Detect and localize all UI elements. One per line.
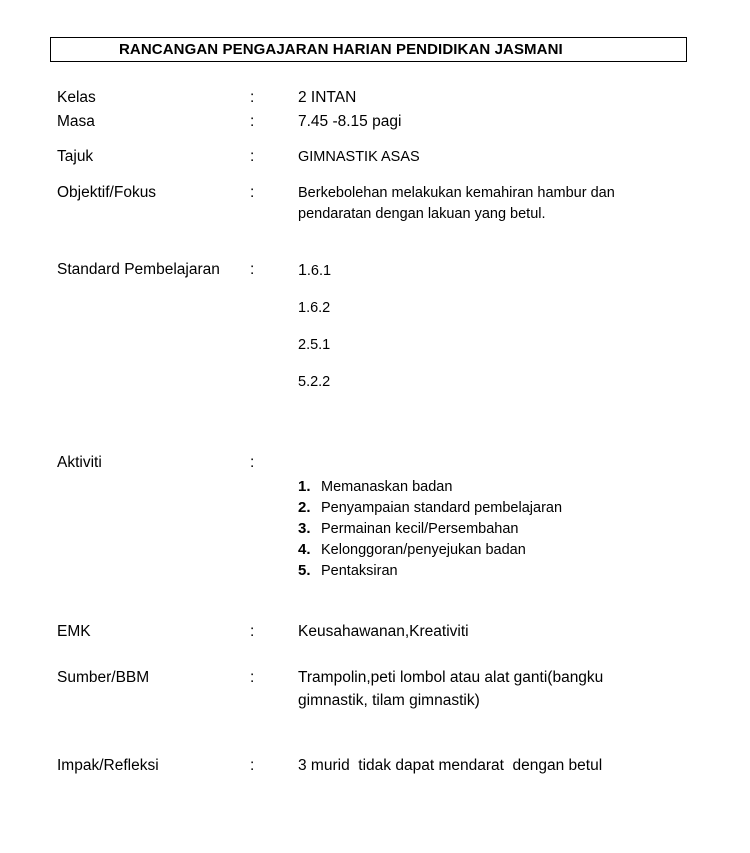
list-item-number: 2. <box>298 499 311 516</box>
emk-label: EMK <box>57 623 91 640</box>
aktiviti-list <box>298 478 562 583</box>
title-box <box>50 37 687 62</box>
impak-value: 3 murid tidak dapat mendarat dengan betul <box>298 757 603 774</box>
emk-colon: : <box>250 623 255 640</box>
standard-item-4: 5.2.2 <box>298 374 331 390</box>
sumber-label: Sumber/BBM <box>57 669 150 686</box>
emk-value: Keusahawanan,Kreativiti <box>298 623 469 640</box>
impak-label: Impak/Refleksi <box>57 757 159 774</box>
standard-item-3: 2.5.1 <box>298 337 331 353</box>
sumber-colon: : <box>250 669 255 686</box>
list-item <box>298 478 562 499</box>
list-item <box>298 499 562 520</box>
masa-label: Masa <box>57 113 95 130</box>
list-item <box>298 562 562 583</box>
aktiviti-colon: : <box>250 454 255 471</box>
list-item-text: Kelonggoran/penyejukan badan <box>321 542 526 558</box>
tajuk-colon: : <box>250 148 255 165</box>
masa-value: 7.45 -8.15 pagi <box>298 113 402 130</box>
list-item-text: Memanaskan badan <box>321 479 453 495</box>
page-title: RANCANGAN PENGAJARAN HARIAN PENDIDIKAN JASMANI <box>119 41 563 58</box>
list-item <box>298 541 562 562</box>
list-item-text: Permainan kecil/Persembahan <box>321 521 519 537</box>
kelas-label: Kelas <box>57 89 96 106</box>
standard-colon: : <box>250 261 255 278</box>
list-item-number: 1. <box>298 478 311 495</box>
list-item-text: Pentaksiran <box>321 563 398 579</box>
standard-item-2: 1.6.2 <box>298 300 331 316</box>
tajuk-value: GIMNASTIK ASAS <box>298 149 420 165</box>
list-item-number: 4. <box>298 541 311 558</box>
kelas-colon: : <box>250 89 255 106</box>
list-item-number: 3. <box>298 520 311 537</box>
sumber-line-2: gimnastik, tilam gimnastik) <box>298 692 480 709</box>
list-item-number: 5. <box>298 562 311 579</box>
list-item-text: Penyampaian standard pembelajaran <box>321 500 563 516</box>
standard-label: Standard Pembelajaran <box>57 261 220 278</box>
kelas-value: 2 INTAN <box>298 89 357 106</box>
list-item <box>298 520 562 541</box>
objektif-line-2: pendaratan dengan lakuan yang betul. <box>298 206 546 222</box>
sumber-line-1: Trampolin,peti lombol atau alat ganti(bangku <box>298 669 604 686</box>
objektif-label: Objektif/Fokus <box>57 184 157 201</box>
tajuk-label: Tajuk <box>57 148 94 165</box>
aktiviti-label: Aktiviti <box>57 454 102 471</box>
masa-colon: : <box>250 113 255 130</box>
standard-item-1 <box>298 262 331 280</box>
objektif-line-1: Berkebolehan melakukan kemahiran hambur dan <box>298 185 615 201</box>
impak-colon: : <box>250 757 255 774</box>
objektif-colon: : <box>250 184 255 201</box>
standard-item-1-rest: .6.1 <box>306 263 332 279</box>
standard-item-1-digit: 1 <box>298 262 307 279</box>
